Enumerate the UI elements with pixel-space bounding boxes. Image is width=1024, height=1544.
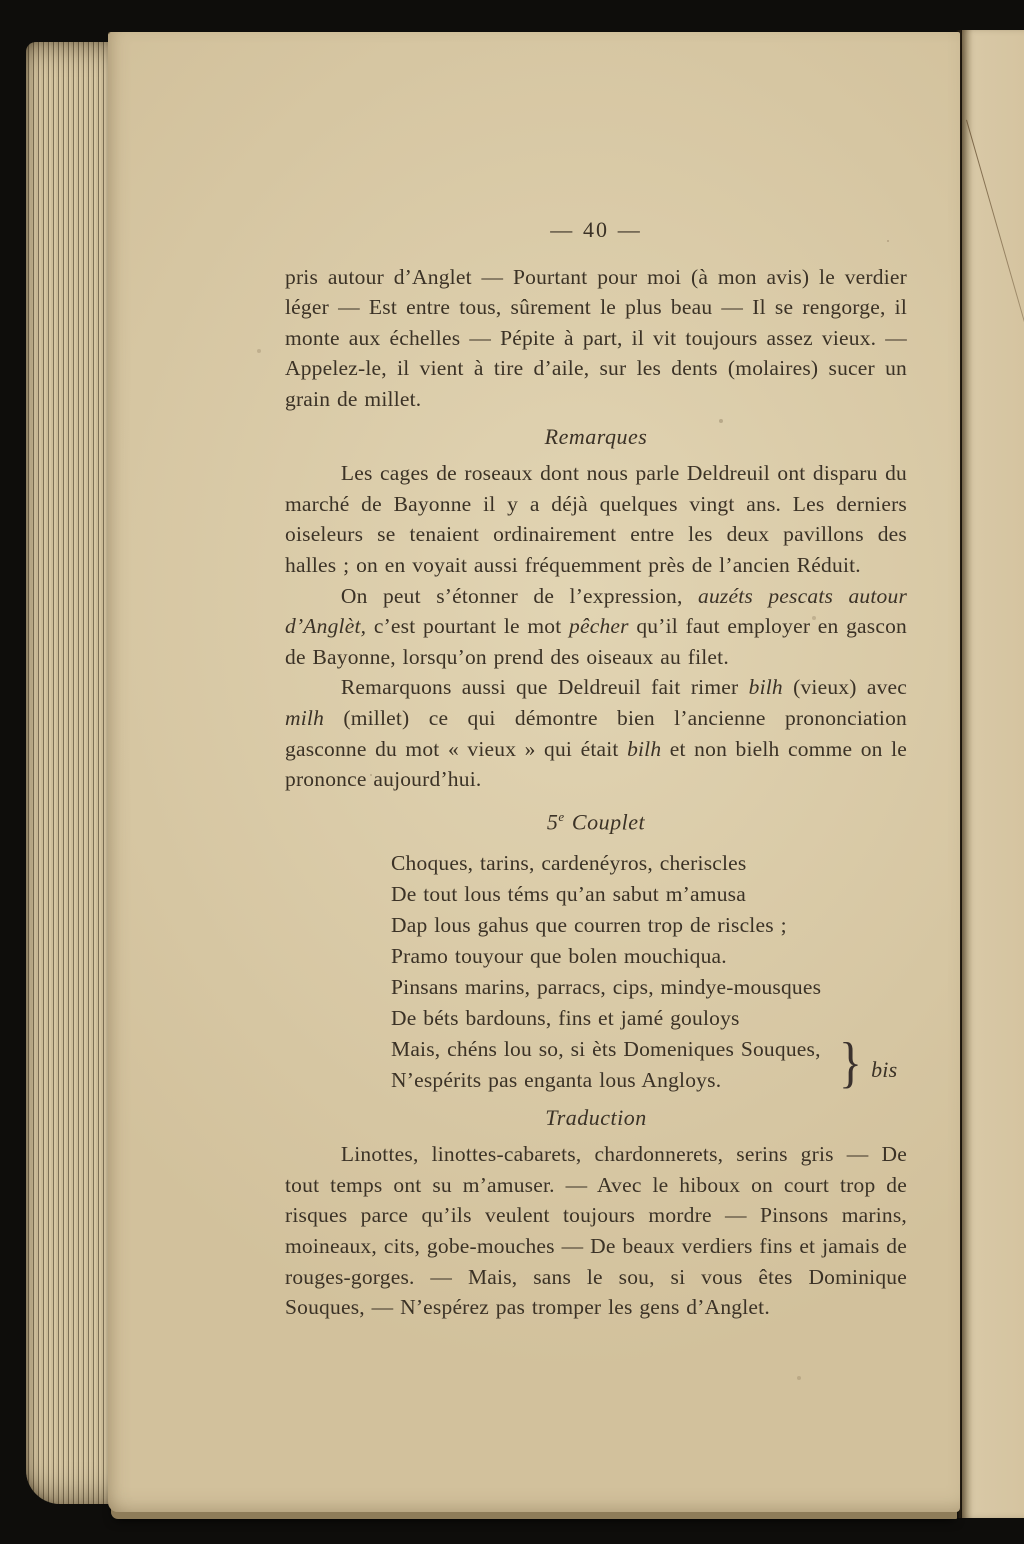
- couplet-line-4: Pramo touyour que bolen mouchiqua.: [391, 943, 727, 968]
- bis-brace: }: [839, 1031, 863, 1094]
- couplet-heading-ordinal: e: [558, 808, 565, 824]
- intro-paragraph: pris autour d’Anglet — Pourtant pour moi (à mon avis) le verdier léger — Est entre tous, sûrement le plus beau — Il se rengorge, il monte aux échelles — Pépite à part, il vit toujours assez vieux. — Appelez-le, il vient à tire d’aile, sur les dents (molaires) sucer un grain de millet.: [285, 264, 907, 411]
- traduction-paragraph: Linottes, linottes-cabarets, chardonnerets, serins gris — De tout temps ont su m’amuser. — Avec le hiboux on court trop de risques parce qu’ils veulent toujours mordre — Pinsons marins, moineaux, cits, gobe-mouches — De beaux verdiers fins et jamais de rouges-gorges. — Mais, sans le sou, si vous êtes Dominique Souques, — N’espérez pas tromper les gens d’Anglet.: [285, 1142, 907, 1320]
- book-page-edges: [26, 42, 118, 1504]
- couplet-line-5: Pinsans marins, parracs, cips, mindye-mousques: [391, 974, 822, 999]
- remarques-paragraph-2: On peut s’étonner de l’expression, auzéts pescats autour d’Anglèt, c’est pourtant le mot pêcher qu’il faut employer en gascon de Bayonne, lorsqu’on prend des oiseaux au filet.: [285, 583, 908, 669]
- remarques-heading: Remarques: [544, 423, 648, 449]
- couplet-verse: [285, 848, 907, 1096]
- couplet-line-7: Mais, chéns lou so, si èts Domeniques Souques,: [391, 1036, 821, 1061]
- bis-repeat-marker: [837, 1031, 897, 1095]
- couplet-heading-number: 5: [546, 809, 559, 835]
- remarques-paragraph-3: Remarquons aussi que Deldreuil fait rimer bilh (vieux) avec milh (millet) ce qui démontre bien l’ancienne prononciation gasconne du mot « vieux » qui était bilh et non bielh comme on le prononce aujourd’hui.: [285, 675, 908, 792]
- page-number: — 40 —: [550, 217, 642, 242]
- couplet-line-8: N’espérits pas enganta lous Angloys.: [391, 1067, 722, 1092]
- page-text-block: [285, 32, 907, 1323]
- traduction-heading: Traduction: [545, 1104, 647, 1130]
- remarques-paragraph-1: Les cages de roseaux dont nous parle Deldreuil ont disparu du marché de Bayonne il y a déjà quelques vingt ans. Les derniers oiseleurs se tenaient ordinairement entre les deux pavillons des halles ; on en voyait aussi fréquemment près de l’ancien Réduit.: [285, 461, 907, 577]
- couplet-heading: [285, 802, 907, 838]
- couplet-line-2: De tout lous téms qu’an sabut m’amusa: [391, 881, 746, 906]
- couplet-line-6: De béts bardouns, fins et jamé gouloys: [391, 1005, 740, 1030]
- next-page-edge: [962, 30, 1024, 1518]
- paper-speckles: [108, 32, 110, 34]
- book-page: [108, 32, 960, 1512]
- couplet-heading-word: Couplet: [571, 809, 646, 835]
- couplet-line-1: Choques, tarins, cardenéyros, cheriscles: [391, 850, 747, 875]
- couplet-line-3: Dap lous gahus que courren trop de riscles ;: [391, 912, 787, 937]
- bis-label: bis: [871, 1057, 898, 1083]
